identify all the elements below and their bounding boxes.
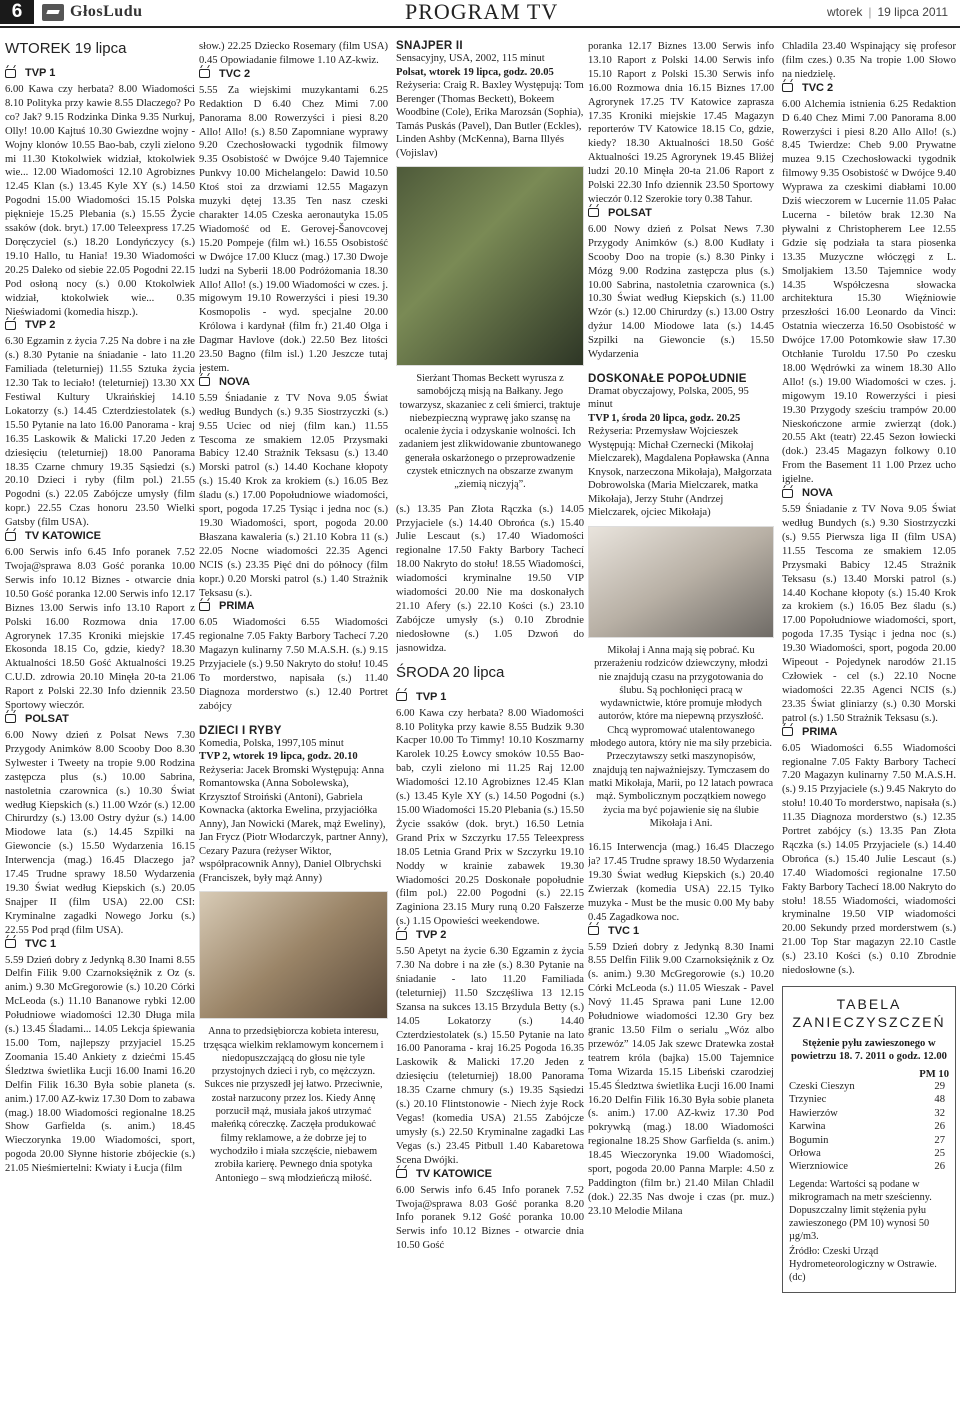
issue-date: wtorek | 19 lipca 2011 [827, 5, 948, 19]
channel-name: POLSAT [608, 206, 652, 219]
tv-icon [782, 83, 793, 92]
film-caption: Anna to przedsiębiorcza kobieta interesu, trzęsąca wielkim reklamowym koncernem i niedopuszczającą do głosu nie tyle przystojnych dzieci i ryb, co mężczyzn. Sukces nie przyszedł jej łatwo. Przeciwnie, został narzucony przez los. Kiedy Annę porzucił mąż, musiała jakoś utrzymać małeńką córeczkę. Zaczęła produkować filmy reklamowe, a że dobrze jej to wychodziło i miała szczęście, niebawem zrobiła karierę. Pewnego dnia spotyka Antoniego – swą młodzieńczą miłość. [203, 1026, 384, 1184]
channel-block [396, 691, 584, 930]
program-listing: 6.00 Serwis info 6.45 Info poranek 7.52 Twoja@sprawa 8.03 Gość poranka 8.20 Info poranek 9.12 Gość poranka 10.00 Serwis info 10.12 Biznes - otwarcie dnia 10.50 Gość [396, 1184, 584, 1252]
section-title: PROGRAM TV [405, 0, 559, 24]
program-listing: 5.59 Dzień dobry z Jedynką 8.30 Inami 8.55 Delfin Filik 9.00 Czarnoksiężnik z Oz (s. anim.) 9.30 McGregorowie (s.) 10.20 Córki McLeoda (s.) 11.05 Wieszak - Pavel Nový 11.45 Sprawa pani Lune 12.00 Południowe wiadomości 12.30 Gry bez granic 13.50 Film o serialu „Wóz albo przewóz” 14.05 Jak szewc Dratewka został teatrem króla (bajka) 15.00 Tajemnice Toma Wizarda 15.15 Libeński czarodziej 15.45 Śledztwa świetlika Łucji 16.00 Inami 16.20 Delfin Filik 16.30 Była sobie planeta (s. anim.) 17.00 AZ-kwiz 17.30 Pod pokrywką (mag.) 18.00 Wiadomości regionalne 18.25 Show Garfielda (s. anim.) 18.45 Wieczorynka 19.00 Wiadomości, sport, pogoda 20.00 Panna Marple: 4.50 z Paddington (film br.) 21.40 Milan Chladil (dok.) 22.35 Nas dwoje i czas (pr. muz.) 23.10 Melodie Milana [588, 941, 774, 1217]
city-name: Trzyniec [789, 1094, 827, 1106]
channel-block [782, 487, 956, 726]
page-number: 6 [0, 0, 34, 24]
film-title: DOSKONAŁE POPOŁUDNIE [588, 372, 747, 385]
channel-name: TVP 1 [416, 690, 447, 703]
program-continuation: 16.15 Interwencja (mag.) 16.45 Dlaczego ja? 17.45 Trudne sprawy 18.50 Wydarzenia 19.30 Świat według Kiepskich (s.) 20.40 Zwierzak (komedia USA) 22.15 Tylko muzyka - Must be the music 0.00 My baby 0.45 Zagadkowa noc. [588, 842, 774, 923]
channel-block [588, 925, 774, 1219]
column-3 [396, 40, 584, 1424]
channel-heading [199, 68, 388, 80]
channel-block [5, 713, 195, 938]
program-listing: 6.05 Wiadomości 6.55 Wiadomości regionalne 7.05 Fakty Barbory Tachecí 7.20 Magazyn kulinarny 7.50 M.A.S.H. (s.) 9.15 Przyjaciele (s.) 9.50 Nakryto do stołu! 10.45 To morderstwo, napisała (s.) 11.40 Diagnoza morderstwo (s.) 12.40 Portret zabójcy [199, 617, 388, 712]
channel-name: TVC 1 [25, 937, 57, 950]
pollution-legend: Legenda: Wartości są podane w mikrogramach na metr sześcienny. Dopuszczalny limit stężenia pyłu zawieszonego (PM 10) wynosi 50 µg/m3. [789, 1178, 932, 1242]
film-title: SNAJPER II [396, 40, 463, 52]
channel-heading [782, 82, 956, 94]
channel-block [5, 319, 195, 530]
channel-heading [396, 929, 584, 941]
table-row [789, 1093, 949, 1106]
channel-name: TVP 2 [416, 929, 447, 942]
tv-icon [199, 69, 210, 78]
channel-heading [5, 938, 195, 950]
film-when: Polsat, wtorek 19 lipca, godz. 20.05 [396, 66, 554, 78]
film-meta: Komedia, Polska, 1997,105 minut [199, 737, 344, 749]
channel-block [396, 929, 584, 1168]
film-box-dzieci-i-ryby [199, 722, 388, 1188]
pollution-source: Źródło: Czeski Urząd Hydrometeorologiczny w Ostrawie. (dc) [789, 1245, 937, 1283]
channel-name: NOVA [802, 487, 833, 500]
channel-name: NOVA [219, 375, 250, 388]
city-name: Czeski Cieszyn [789, 1081, 855, 1092]
channel-heading [199, 376, 388, 388]
film-box-doskonale-popoludnie [588, 370, 774, 833]
column-4 [588, 40, 774, 1424]
tv-icon [782, 727, 793, 736]
pollution-table-title: TABELA ZANIECZYSZCZEŃ [792, 996, 946, 1030]
city-name: Orłowa [789, 1148, 821, 1160]
city-name: Bogumin [789, 1134, 829, 1146]
day-heading-wednesday: ŚRODA 20 lipca [396, 663, 505, 681]
film-box-snajper-ii [396, 40, 584, 495]
issue-weekday: wtorek [827, 5, 863, 19]
channel-block [199, 376, 388, 601]
tv-icon [588, 208, 599, 217]
newspaper-logo: GłosLudu [70, 3, 143, 20]
channel-name: TV KATOWICE [25, 530, 101, 543]
tv-icon [5, 321, 16, 330]
channel-heading [5, 319, 195, 331]
program-listing: 6.00 Nowy dzień z Polsat News 7.30 Przygody Animków 8.00 Scooby Doo 8.30 Sylwester i Tweety na tropie 9.00 Rodzina zastępcza plus (s.) 10.00 Sabrina, nastoletnia czarownica (s.) 10.30 Świat według Kiepskich (s.) 11.00 Wzór (s.) 12.00 Chirurdzy (s.) 13.00 Ostry dyżur (s.) 14.00 Miodowe lata (s.) 14.45 Szpilki na Giewoncie (s.) 15.50 Wydarzenia 16.15 Interwencja (mag.) 16.45 Dlaczego ja? 17.45 Trudne sprawy 18.50 Wydarzenia 19.30 Świat według Kiepskich (s.) 20.05 Snajper II (film USA) 22.00 CSI: Kryminalne zagadki Nowego Jorku (s.) 22.55 Pod prąd (film USA). [5, 729, 195, 936]
column-5 [782, 40, 956, 1424]
film-credits: Reżyseria: Przemysław Wojcieszek Występują: Michał Czernecki (Mikołaj Mielczarek), Magdalena Popławska (Anna Knysok, narzeczona Mikołaja), Małgorzata Dobrowolska (Maria Mielczarek, matka Mikołaja), Jerzy Stuhr (Andrzej Mielczarek, ojciec Mikołaja) [588, 426, 772, 519]
tv-icon [5, 939, 16, 948]
issue-date-text: 19 lipca 2011 [877, 5, 948, 19]
program-continuation: Chladila 23.40 Wspinający się profesor (film czes.) 0.35 Na tropie 1.00 Słowo na niedzielę. [782, 41, 956, 80]
pm10-value: 26 [934, 1161, 945, 1173]
city-name: Hawierzów [789, 1107, 838, 1119]
city-name: Karwina [789, 1121, 826, 1133]
channel-block [5, 67, 195, 319]
channel-heading [396, 691, 584, 703]
program-listing: 6.00 Kawa czy herbata? 8.00 Wiadomości 8.10 Polityka przy kawie 8.55 Dlaczego? Po co? Jak? 9.15 Rodzinka Dinka 9.35 Nurkuj, Olly! 10.00 Kajtuś 10.30 Gwiezdne wojny - Wojny klonów 10.55 Bao-bab, czyli zielono mi 11.30 Ktokolwiek widział, ktokolwiek wie... 12.00 Wiadomości 12.10 Agrobiznes 12.45 Klan (s.) 13.45 Kyle XY (s.) 14.50 Pogodni 15.00 Wiadomości 15.15 Polska pięknieje 15.25 Plebania (s.) 15.55 Życie ssaków (dok. bryt.) 17.00 Teleexpress 17.25 Doręczyciel (s.) 18.20 Londyńczycy (s.) 19.10 Hallo, tu Hania! 19.30 Wiadomości 20.25 Daleko od siebie 22.05 Pogodni 22.15 Pod osłoną nocy (s.) 0.00 Ktokolwiek widział, ktokolwiek wie... 0.35 Nieświadomi (komedia hiszp.). [5, 84, 195, 318]
film-still-photo [199, 891, 388, 1019]
day-heading-tuesday: WTOREK 19 lipca [5, 40, 127, 57]
program-listing: 5.59 Dzień dobry z Jedynką 8.30 Inami 8.55 Delfin Filik 9.00 Czarnoksiężnik z Oz (s. anim.) 9.30 McGregorowie (s.) 10.20 Córki McLeoda (s.) 11.10 Bananowe rybki 12.00 Południowe wiadomości 12.30 Długa mila (s.) 13.45 Śladami... 14.05 Lekcja śpiewania 15.00 Tom, najlepszy przyjaciel 15.25 Zoomania 15.40 Ankiety z dziećmi 15.45 Śledztwa świetlika Łucji 16.00 Inami 16.20 Delfin Filik 16.30 Była sobie planeta (s. anim.) 17.00 AZ-kwiz 17.30 Dom to zabawa (mag.) 18.00 Wiadomości regionalne 18.25 Show Garfielda (s. anim.) 18.45 Wieczorynka 19.00 Wiadomości, sport, pogoda 20.00 Słynne historie zbójeckie (s.) 21.05 Nieśmiertelni: Kwiaty i Łucja (film [5, 954, 195, 1175]
channel-heading [396, 1168, 584, 1180]
channel-block [782, 726, 956, 978]
film-title: DZIECI I RYBY [199, 724, 282, 737]
film-still-photo [396, 166, 584, 366]
table-row [789, 1160, 949, 1173]
tv-icon [199, 602, 210, 611]
pm10-value: 29 [934, 1081, 945, 1092]
channel-name: TVC 2 [219, 67, 251, 80]
program-listing: 5.59 Śniadanie z TV Nova 9.05 Świat według Bundych (s.) 9.35 Siostrzyczki (s.) 9.55 Uciec od niej (film kan.) 11.55 Tescoma ze smakiem 12.05 Przysmaki Babicy 12.40 Strażnik Teksasu (s.) 13.40 Morski patrol (s.) 14.40 Kochane kłopoty (s.) 15.40 Krok za krokiem (s.) 16.05 Bez śladu (s.) 17.00 Popołudniowe wiadomości, sport, pogoda 17.25 Tysiąc i jedna noc (s.) 19.30 Wiadomości, sport, pogoda 20.00 Błaszana kawaleria (s.) 21.10 Kobra 11 (s.) 22.05 Nocne wiadomości 22.35 Agenci NCIS (s.) 23.35 Pięć dni do północy (film kopr.) 0.20 Morski patrol (s.) 1.40 Strażnik Teksasu (s.). [199, 392, 388, 599]
table-row [789, 1134, 949, 1147]
program-listing: 5.50 Apetyt na życie 6.30 Egzamin z życia 7.30 Na dobre i na złe (s.) 8.30 Pytanie na śniadanie - lato 11.20 Familiada (teleturniej) 11.50 Szczęśliwa 13 12.15 Szansa na sukces 13.15 Brzydula Betty (s.) 14.05 Lokatorzy (s.) 14.40 Czterdziestolatek (s.) 15.50 Pytanie na lato 16.00 Panorama - kraj 16.25 Pogoda 16.35 Laskowik & Malicki 17.20 Jeden z dziesięciu (teleturniej) 18.00 Panorama 18.35 Czarne chmury (s.) 19.35 Sąsiedzi (s.) 20.10 Flintstonowie - Niech żyje Rock Vegas! (komedia USA) 21.55 Zabójcze umysły (s.) 22.50 Kryminalne zagadki Las Vegas (s.) 23.45 Pitbull 1.40 Kabaretowa Scena Dwójki. [396, 946, 584, 1166]
pm10-value: 25 [934, 1148, 945, 1160]
tv-icon [199, 377, 210, 386]
channel-name: PRIMA [219, 600, 255, 613]
film-caption: Mikołaj i Anna mają się pobrać. Ku przerażeniu rodziców dziewczyny, młodzi nie znajdują czasu na przygotowania do ślubu. Są pochłonięci pracą w wydawnictwie, które promuje młodych autorów, które ma niepewną przyszłość. Chcą wypromować utalentowanego młodego autora, który nie ma siły przebicia. Przeczytawszy setki maszynopisów, znajdują ten najważniejszy. Tymczasem do matki Mikołaja, Marii, po 12 latach powraca mąż. Symbolicznym początkiem nowego życia ma być pojawienie się na ślubie Mikołaja i Ani. [588, 644, 774, 829]
pollution-note: Stężenie pyłu zawieszonego w powietrzu 18. 7. 2011 o godz. 12.00 [791, 1038, 947, 1062]
pm10-value: 27 [934, 1134, 945, 1146]
program-listing: 6.00 Alchemia istnienia 6.25 Redaktion D 6.40 Chez Mimi 7.00 Panorama 8.00 Rowerzyści i piesi 8.20 Allo Allo! (s.) 8.45 Twierdze: Cheb 9.00 Prywatne muzea 9.15 Czechosłowacki tygodnik filmowy 9.35 Osobistość w Dwójce 9.40 Wyprawa za czeskimi diabłami 10.00 Dziś wieczorem w Lucernie 11.05 Pałac Lucerna - biletów brak 12.30 Na pływalni z Christopherem Lee 12.55 Gdzie się podziała ta stara piosenka 13.35 Muzyczne włóczęgi z L. Smoljakiem 13.50 Tajemnice wody 14.35 Współczesna słowacka architektura 15.30 Więźniowie przeszłości 16.00 Leonardo da Vinci: Ostatnia wieczerza 16.50 Osobistość w Dwójce 17.00 Potomkowie sław 17.30 Otchłanie Turoldu 17.50 Po czesku 18.00 Wędrówki za winem 18.30 Allo Allo! (s.) 19.00 Wiadomości w czes. j. migowym 19.10 Rowerzyści i piesi 19.30 Przygody sześciu trampów 20.00 Nieskończone armie zwierząt (dok.) 20.55 Akt (teatr) 22.45 Sezon łowiecki (dok.) 23.45 Magazyn folkowy 0.10 From the Basement 11 1.00 Przez ucho igielne. [782, 98, 956, 486]
table-row [789, 1080, 949, 1093]
channel-heading [782, 726, 956, 738]
pollution-table-box [782, 986, 956, 1293]
channel-name: TVP 1 [25, 67, 56, 79]
channel-name: TVP 2 [25, 319, 56, 332]
film-when: TVP 2, wtorek 19 lipca, godz. 20.10 [199, 751, 358, 763]
city-name: Wierzniowice [789, 1161, 848, 1173]
pm10-value: 32 [934, 1107, 945, 1119]
film-meta: Dramat obyczajowy, Polska, 2005, 95 minut [588, 385, 749, 411]
pm10-value: 26 [934, 1121, 945, 1133]
tv-icon [5, 714, 16, 723]
tv-icon [588, 926, 599, 935]
pm10-value: 48 [934, 1094, 945, 1106]
program-listing: 6.30 Egzamin z życia 7.25 Na dobre i na złe (s.) 8.30 Pytanie na śniadanie - lato 11.20 Familiada (teleturniej) 11.55 Sztuka życia 12.30 Tak to leciało! (teleturniej) 13.30 XX Festiwal Kultury Ukraińskiej 14.10 Lokatorzy (s.) 14.45 Czterdziestolatek (s.) 15.50 Pytanie na lato 16.00 Panorama - kraj 16.35 Laskowik & Malicki 17.20 Jeden z dziesięciu (teleturniej) 18.00 Panorama 18.35 Czarne chmury 19.35 Sąsiedzi (s.) 20.10 Dzieci i ryby (film pol.) 21.55 Pogodni (s.) 22.05 Zabójcze umysły (film kopr.) 22.55 Czas honoru 23.50 Wielki Gatsby (film USA). [5, 336, 195, 529]
pollution-table [789, 1069, 949, 1174]
film-when: TVP 1, środa 20 lipca, godz. 20.25 [588, 412, 741, 424]
program-listing: 6.05 Wiadomości 6.55 Wiadomości regionalne 7.05 Fakty Barbory Tachecí 7.20 Magazyn kulinarny 7.50 M.A.S.H. (s.) 9.15 Przyjaciele (s.) 9.45 Nakryto do stołu! 10.40 To morderstwo, napisała (s.) 11.35 Diagnoza morderstwo (s.) 12.35 Portret zabójcy (s.) 13.35 Pan Złota Rączka (s.) 14.05 Przyjaciele (s.) 14.40 Obrońca (s.) 15.40 Julie Lescaut (s.) 17.40 Wiadomości regionalne 17.50 Fakty Barbory Tachecí 18.00 Nakryto do stołu! 18.55 Wiadomości, wiadomości kryminalne 19.50 VIP wiadomości 20.00 Sekundy przed morderstwem (s.) 21.00 Top Star magazyn 22.10 Castle (s.) 23.10 Kości (s.) 0.10 Zbrodnie niedosłowne (s.). [782, 742, 956, 977]
channel-heading [5, 67, 195, 79]
program-listing: 5.55 Za wiejskimi muzykantami 6.25 Redaktion D 6.40 Chez Mimi 7.00 Panorama 8.00 Rowerzyści i piesi 8.20 Allo! Allo! (s.) 8.50 Zapomniane wyprawy 9.20 Czechosłowacki tygodnik filmowy 9.35 Osobistość w Dwójce 9.40 Tajemnice Punkvy 10.00 Michelangelo: Dawid 10.50 Ktoś stoi za drzwiami 12.55 Magazyn muzyki dętej 13.35 Ten nasz czeski charakter 14.05 Czeska aeronautyka 15.05 Wiadomość od E. Gerovej-Šanovcovej 15.20 Pompeje (film wł.) 16.55 Osobistość w Dwójce 17.00 Klucz (mag.) 17.30 Dwoje ludzi na Syberii 18.00 Podróżomania 18.30 Allo! Allo! (s.) 19.00 Wiadomości w czes. j. migowym 19.10 Rowerzyści i piesi 19.30 Kosmopolis - wyd. specjalne 20.00 Królowa i kardynał (film fr.) 21.40 Olga i Dagmar Havlove (dok.) 22.50 Bez litości 23.50 Bagno (film isl.) 1.20 Jeszcze tutaj jestem. [199, 84, 388, 374]
tv-icon [782, 489, 793, 498]
channel-heading [5, 530, 195, 542]
channel-block [199, 600, 388, 713]
channel-name: TVC 2 [802, 81, 834, 94]
header-rule [0, 26, 960, 28]
channel-heading [782, 487, 956, 499]
channel-name: POLSAT [25, 712, 69, 725]
column-2 [199, 40, 388, 1424]
tv-icon [5, 532, 16, 541]
program-listing: 5.59 Śniadanie z TV Nova 9.05 Świat według Bundych (s.) 9.30 Siostrzyczki (s.) 9.55 Pierwsza liga II (film USA) 11.55 Tescoma ze smakiem 12.05 Przysmaki Babicy 12.45 Strażnik Teksasu (s.) 13.40 Morski patrol (s.) 14.40 Kochane kłopoty (s.) 15.40 Krok za krokiem (s.) 16.05 Bez śladu (s.) 17.00 Popołudniowe wiadomości, sport, pogoda 17.35 Tysiąc i jedna noc (s.) 19.30 Wiadomości, sport, pogoda 20.00 Wipeout - Pojedynek narodów 21.15 Człowiek - cel (s.) 22.10 Nocne wiadomości 22.35 Agenci NCIS (s.) 23.35 Świat gliniarzy (s.) 0.30 Morski patrol (s.) 1.50 Strażnik Teksasu (s.). [782, 504, 956, 724]
program-continuation: (s.) 13.35 Pan Złota Rączka (s.) 14.05 Przyjaciele (s.) 14.40 Obrońca (s.) 15.40 Julie Lescaut (s.) 17.40 Wiadomości regionalne 17.50 Fakty Barbory Tachecí 18.00 Nakryto do stołu! 18.55 Wiadomości, wiadomości kryminalne 19.50 VIP wiadomości 20.00 Nie ma doskonałych 21.10 Afery (s.) 22.10 Kości (s.) 23.10 Zabójcze umysły (s.) 0.10 Zbrodnie niedosłowne (s.) 1.05 Dzwoń do jasnowidza. [396, 503, 584, 654]
channel-name: TVC 1 [608, 924, 640, 937]
film-credits: Reżyseria: Jacek Bromski Występują: Anna Romantowska (Anna Sobolewska), Krzysztof Stroiński (Antoni), Gabriela Kownacka (aktorka Ewelina, przyjaciółka Anny), Jan Nowicki (Marek, mąż Eweliny), Jan Frycz (Piotr Włodarczyk, partner Anny), Cezary Pazura (reżyser Wiktor, współpracownik Anny), Daniel Olbrychski (Franciszek, były mąż Anny) [199, 764, 388, 884]
table-row [789, 1107, 949, 1120]
channel-block [5, 938, 195, 1177]
channel-block [782, 82, 956, 487]
channel-name: PRIMA [802, 725, 838, 738]
column-header-pm10: PM 10 [919, 1069, 949, 1080]
program-listing: 6.00 Kawa czy herbata? 8.00 Wiadomości 8.10 Polityka przy kawie 8.55 Budzik 9.30 Kacper 10.00 To Timmy! 10.10 Koszmarny Karolek 10.25 Łowcy smoków 10.55 Bao-bab, czyli zielono mi 11.25 Raj 12.00 Wiadomości 12.10 Agrobiznes 12.45 Klan (s.) 13.45 Kyle XY (s.) 14.50 Pogodni (s.) 15.00 Wiadomości 15.20 Plebania (s.) 15.50 Życie ssaków (dok. bryt.) 16.50 Letnia Grand Prix w Szczyrku 17.55 Teleexpress 18.05 Letnia Grand Prix w Szczyrku 19.10 Noddy w krainie zabawek 19.30 Wiadomości 20.25 Doskonałe popołudnie (film pol.) 22.00 Pogodni (s.) 22.15 Zaginiona 23.15 Mury runą 0.20 Fałszerze (s.) 1.15 Opowieści weekendowe. [396, 707, 584, 928]
tv-icon [396, 931, 407, 940]
newspaper-logo-icon [42, 4, 64, 21]
channel-heading [588, 925, 774, 937]
film-credits: Reżyseria: Craig R. Baxley Występują: Tom Berenger (Thomas Beckett), Bokeem Woodbine (Cole), Erika Marozsán (Sophia), Tamás Puskás (Pavel), Dan Butler (Eckles), Linden Ashby (McKenna), Barna Illyés (Vojislav) [396, 80, 584, 159]
tv-icon [5, 69, 16, 78]
channel-heading [588, 207, 774, 219]
channel-heading [199, 600, 388, 612]
column-1 [5, 40, 195, 1424]
program-continuation: słow.) 22.25 Dziecko Rosemary (film USA) 0.45 Opowiadanie filmowe 1.10 AZ-kwiz. [199, 41, 388, 66]
film-meta: Sensacyjny, USA, 2002, 115 minut [396, 53, 545, 64]
program-continuation: poranka 12.17 Biznes 13.00 Serwis info 13.10 Raport z Polski 14.00 Serwis info 15.10 Raport z Polski 15.30 Serwis info 16.00 Rozmowa dnia 16.15 Biznes 17.00 Agrorynek 17.25 TV Katowice zaprasza 17.35 Kroniki miejskie 17.45 Magazyn reporterów TV Katowice 18.15 Co, gdzie, kiedy? 18.30 Aktualności 18.50 Gość Aktualności 19.25 Agrorynek 19.45 Bliżej ludzi 20.10 Minęła 20-ta 21.06 Raport z Polski 22.30 Info dziennik 23.50 Sportowy wieczór 0.12 Szerokie tory 0.38 Tahur. [588, 41, 774, 205]
tv-icon [396, 692, 407, 701]
channel-name: TV KATOWICE [416, 1167, 492, 1180]
program-listing: 6.00 Serwis info 6.45 Info poranek 7.52 Twoja@sprawa 8.03 Gość poranka 10.00 Serwis info 10.12 Biznes - otwarcie dnia 10.50 Gość poranka 12.00 Serwis info 12.17 Biznes 13.00 Serwis info 13.10 Raport z Polski 16.00 Rozmowa dnia 17.00 Agrorynek 17.35 Kroniki miejskie 17.45 Ekosonda 18.15 Co, gdzie, kiedy? 18.30 Aktualności 18.50 Gość Aktualności 19.25 C.U.D. zdrowia 20.10 Minęła 20-ta 21.06 Raport z Polski 22.30 Info dziennik 23.50 Sportowy wieczór. [5, 547, 195, 712]
film-still-photo [588, 526, 774, 638]
film-caption: Sierżant Thomas Beckett wyrusza z samobójczą misją na Bałkany. Jego towarzysz, skazaniec z celi śmierci, traktuje niebezpieczną wyprawę jako szansę na ocalenie życia i odzyskanie wolności. Ich zadaniem jest zlikwidowanie zbuntowanego generała oskarżonego o przeprowadzenie czystek etnicznych na obszarze zwanym „ziemią niczyją”. [398, 373, 582, 491]
table-header-row [789, 1069, 949, 1080]
channel-block [588, 207, 774, 362]
program-listing: 6.00 Nowy dzień z Polsat News 7.30 Przygody Animków (s.) 8.00 Kudłaty i Scooby Doo na tropie (s.) 8.30 Pinky i Mózg 9.00 Rodzina zastępcza plus (s.) 10.00 Sabrina, nastoletnia czarownica (s.) 10.30 Świat według Kiepskich (s.) 11.00 Wzór (s.) 12.00 Chirurdzy (s.) 13.00 Ostry dyżur 14.00 Miodowe lata (s.) 14.45 Szpilki na Giewoncie (s.) 15.50 Wydarzenia [588, 223, 774, 361]
tv-icon [396, 1169, 407, 1178]
channel-block [5, 530, 195, 713]
channel-block [396, 1168, 584, 1254]
table-row [789, 1120, 949, 1133]
channel-heading [5, 713, 195, 725]
channel-block [199, 68, 388, 376]
table-row [789, 1147, 949, 1160]
